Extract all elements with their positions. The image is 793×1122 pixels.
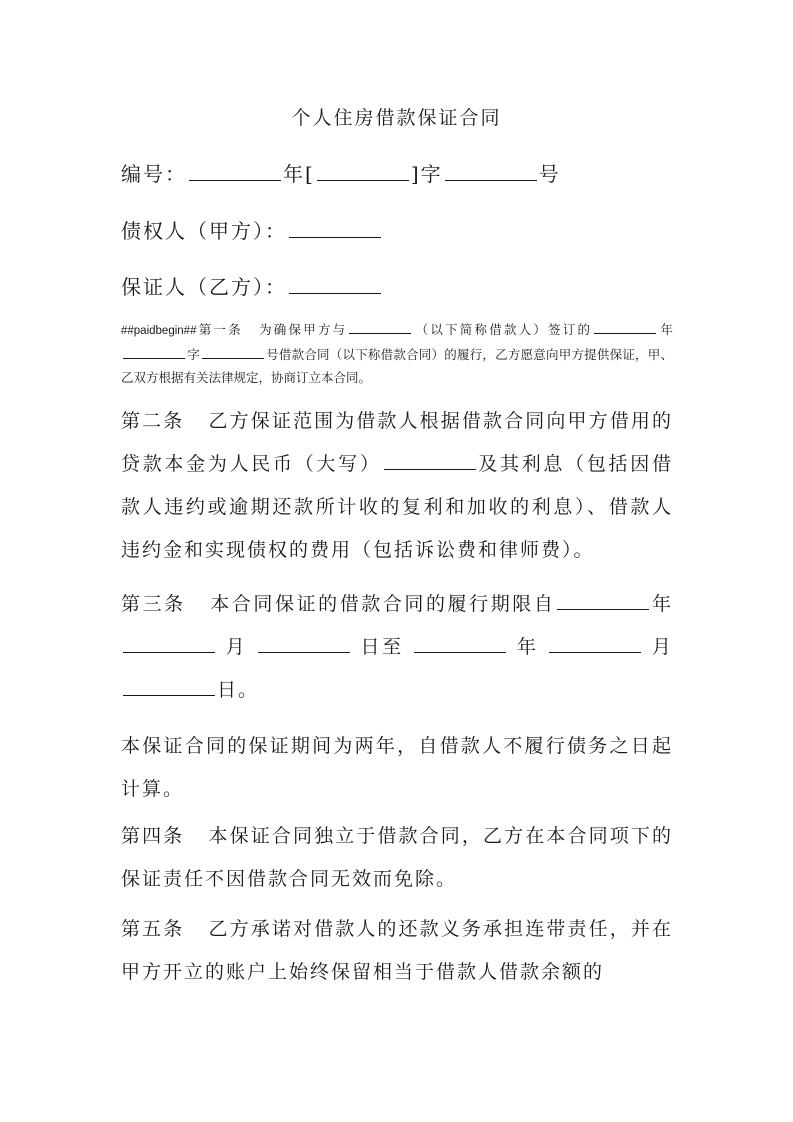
number-label: 编号： <box>121 162 187 186</box>
guarantor-blank <box>289 292 381 294</box>
article-3-head: 第三条 <box>121 593 186 615</box>
end-day-label: 日。 <box>217 679 260 701</box>
article-4-text: 本保证合同独立于借款合同，乙方在本合同项下的保证责任不因借款合同无效而免除。 <box>121 825 673 890</box>
article-1-head: 第一条 <box>196 322 243 337</box>
contract-number-line <box>121 158 561 187</box>
number-year: 年[ <box>283 162 315 186</box>
end-month-label: 月 <box>651 636 673 658</box>
guarantor-line <box>121 271 383 300</box>
start-month-label: 月 <box>225 636 248 658</box>
article-4-head: 第四条 <box>121 825 185 847</box>
number-blank-3 <box>445 179 537 181</box>
article-1-text-5: 号借款合同（以下称借款合同）的履行，乙方愿意向甲方提供保证，甲、乙双方根据有关法律规定，协商订立本合同。 <box>121 347 673 385</box>
contract-number-blank <box>202 357 264 359</box>
document-title: 个人住房借款保证合同 <box>291 107 502 129</box>
borrower-blank <box>349 332 411 334</box>
article-2 <box>121 400 673 572</box>
article-1-text-1: 为确保甲方与 <box>256 322 348 337</box>
start-day-blank <box>258 651 350 653</box>
contract-word-blank <box>123 357 185 359</box>
creditor-line <box>121 215 383 244</box>
article-1-text-2: （以下简称借款人）签订的 <box>413 322 593 337</box>
start-year-label: 年 <box>651 593 673 615</box>
paid-marker: ##paidbegin## <box>121 325 197 337</box>
article-2-text-2: 及其利息（包括因借款人违约或逾期还款所计收的复利和加收的利息）、借款人违约金和实现债权的费用（包括诉讼费和律师费）。 <box>121 453 673 561</box>
start-day-label: 日至 <box>360 636 404 658</box>
article-2-text-1: 乙方保证范围为借款人根据借款合同向甲方借用的贷款本金为人民币（大写） <box>121 410 673 475</box>
end-year-label: 年 <box>517 636 539 658</box>
contract-year-blank <box>594 332 656 334</box>
article-2-head: 第二条 <box>121 410 185 432</box>
article-1-text-3: 年 <box>658 322 673 337</box>
start-year-blank <box>557 608 649 610</box>
article-3-text-1: 本合同保证的借款合同的履行期限自 <box>209 593 556 615</box>
principal-amount-blank <box>384 468 476 470</box>
number-blank-2 <box>317 179 409 181</box>
article-5-text: 乙方承诺对借款人的还款义务承担连带责任，并在甲方开立的账户上始终保留相当于借款人借款余额的 <box>121 918 673 983</box>
number-blank-1 <box>189 179 281 181</box>
article-3 <box>121 583 673 712</box>
article-4 <box>121 815 673 901</box>
article-1 <box>121 318 673 389</box>
article-5 <box>121 908 673 994</box>
creditor-blank <box>289 236 381 238</box>
number-word: ]字 <box>410 162 443 186</box>
article-5-head: 第五条 <box>121 918 185 940</box>
article-1-text-4: 字 <box>187 347 200 362</box>
guarantee-period: 本保证合同的保证期间为两年，自借款人不履行债务之日起计算。 <box>121 735 673 800</box>
creditor-label: 债权人（甲方）： <box>121 219 287 243</box>
guarantor-label: 保证人（乙方）： <box>121 275 287 299</box>
end-year-blank <box>414 651 506 653</box>
end-day-blank <box>123 694 215 696</box>
end-month-blank <box>549 651 641 653</box>
start-month-blank <box>123 651 215 653</box>
number-suffix: 号 <box>538 162 561 186</box>
